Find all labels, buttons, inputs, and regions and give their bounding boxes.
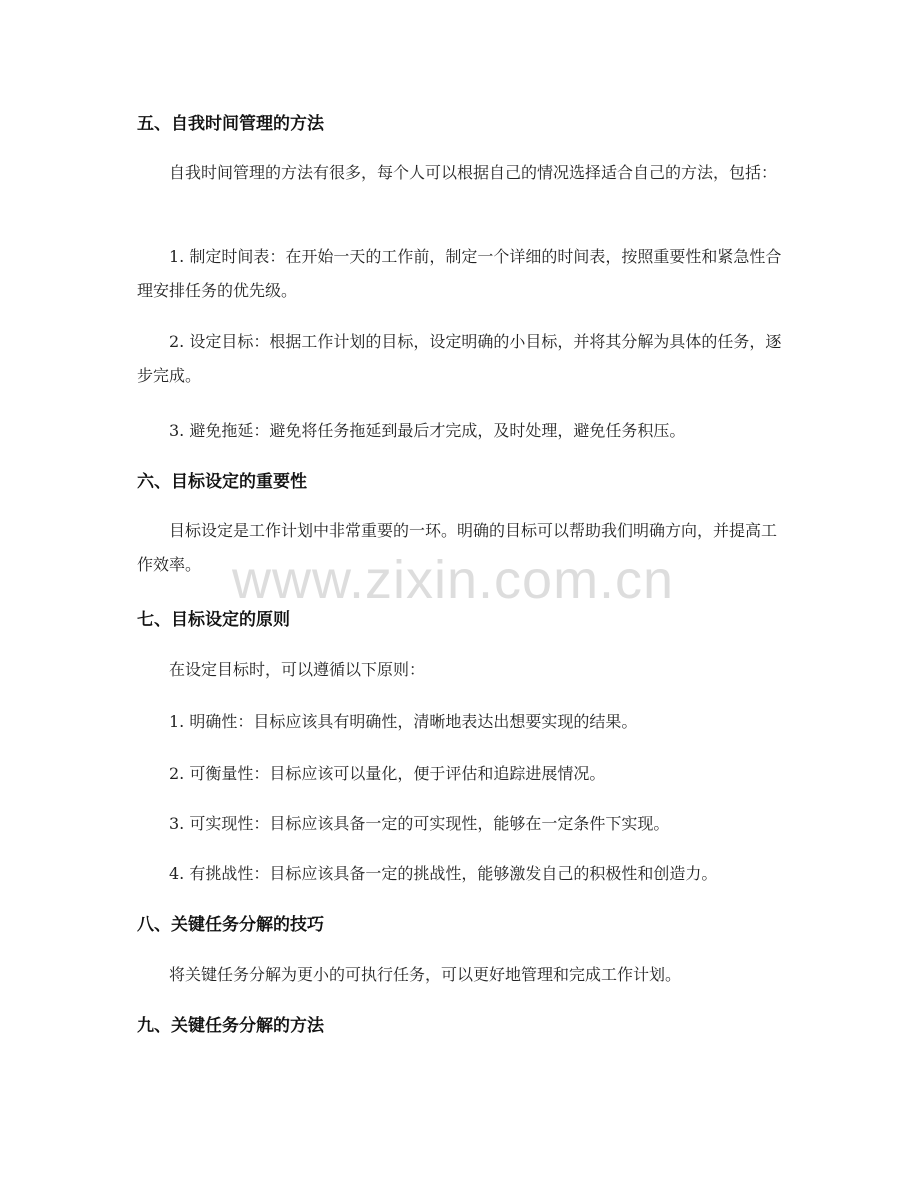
- section-7-item-3: 3. 可实现性：目标应该具备一定的可实现性，能够在一定条件下实现。: [169, 814, 670, 833]
- section-7-intro: 在设定目标时，可以遵循以下原则：: [169, 660, 426, 679]
- section-5-intro: 自我时间管理的方法有很多，每个人可以根据自己的情况选择适合自己的方法，包括：: [169, 163, 778, 182]
- section-5-item-3: 3. 避免拖延：避免将任务拖延到最后才完成，及时处理，避免任务积压。: [169, 421, 686, 440]
- section-7-heading: 七、目标设定的原则: [137, 610, 290, 630]
- section-5-heading: 五、自我时间管理的方法: [137, 114, 324, 134]
- section-5-item-1: 1. 制定时间表：在开始一天的工作前，制定一个详细的时间表，按照重要性和紧急性合理安排任务的优先级。: [137, 247, 782, 300]
- section-7-item-4: 4. 有挑战性：目标应该具备一定的挑战性，能够激发自己的积极性和创造力。: [169, 864, 718, 883]
- section-6-body: 目标设定是工作计划中非常重要的一环。明确的目标可以帮助我们明确方向，并提高工作效率。: [137, 521, 778, 574]
- watermark: www.zixin.com.cn: [232, 550, 675, 610]
- section-8-body: 将关键任务分解为更小的可执行任务，可以更好地管理和完成工作计划。: [169, 965, 682, 984]
- section-5-item-2: 2. 设定目标：根据工作计划的目标，设定明确的小目标，并将其分解为具体的任务，逐步完成。: [137, 332, 782, 385]
- section-8-heading: 八、关键任务分解的技巧: [137, 915, 324, 935]
- section-7-item-2: 2. 可衡量性：目标应该可以量化，便于评估和追踪进展情况。: [169, 764, 606, 783]
- section-7-item-1: 1. 明确性：目标应该具有明确性，清晰地表达出想要实现的结果。: [169, 712, 638, 731]
- section-6-heading: 六、目标设定的重要性: [137, 472, 307, 492]
- section-9-heading: 九、关键任务分解的方法: [137, 1016, 324, 1036]
